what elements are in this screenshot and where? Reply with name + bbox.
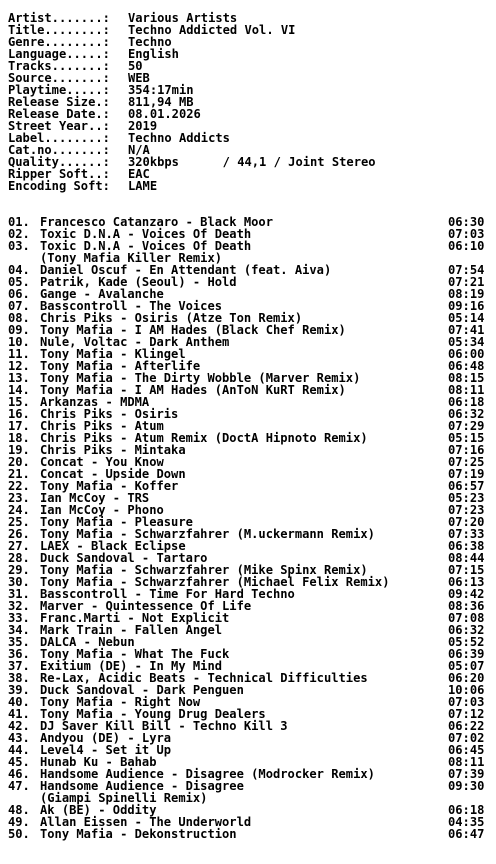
track-number: 11. [8, 347, 30, 361]
track-title: Tony Mafia - Dekonstruction [40, 827, 237, 841]
track-number: 22. [8, 479, 30, 493]
track-number: 45. [8, 755, 30, 769]
track-title: Chris Piks - Atum [40, 419, 164, 433]
track-duration: 06:57 [448, 479, 485, 493]
track-title: Allan Eissen - The Underworld [40, 815, 252, 829]
info-key: Release Date.: [8, 107, 110, 121]
track-duration: 07:12 [448, 707, 485, 721]
track-title: Toxic D.N.A - Voices Of Death [40, 239, 252, 253]
track-duration: 06:18 [448, 803, 485, 817]
track-title: Chris Piks - Mintaka [40, 443, 186, 457]
track-title: Nule, Voltac - Dark Anthem [40, 335, 230, 349]
info-value: 08.01.2026 [128, 107, 201, 121]
track-title: Handsome Audience - Disagree (Modrocker Remix) [40, 767, 375, 781]
track-duration: 06:00 [448, 347, 485, 361]
track-number: 35. [8, 635, 30, 649]
track-duration: 09:42 [448, 587, 485, 601]
track-row [8, 827, 485, 841]
track-number: 40. [8, 695, 30, 709]
track-title: Handsome Audience - Disagree [40, 779, 244, 793]
track-title: Duck Sandoval - Dark Penguen [40, 683, 244, 697]
track-title: Duck Sandoval - Tartaro [40, 551, 208, 565]
track-number: 09. [8, 323, 30, 337]
track-title: Tony Mafia - Schwarzfahrer (Michael Felix Remix) [40, 575, 390, 589]
info-key: Street Year..: [8, 119, 110, 133]
track-duration: 06:32 [448, 407, 485, 421]
track-duration: 06:18 [448, 395, 485, 409]
track-number: 30. [8, 575, 30, 589]
track-number: 32. [8, 599, 30, 613]
track-title: Daniel Oscuf - En Attendant (feat. Aiva) [40, 263, 332, 277]
info-key: Encoding Soft: [8, 179, 110, 193]
info-value: Techno [128, 35, 172, 49]
track-title: Tony Mafia - Schwarzfahrer (M.uckermann Remix) [40, 527, 375, 541]
info-key: Release Size.: [8, 95, 110, 109]
track-duration: 07:23 [448, 503, 485, 517]
track-number: 29. [8, 563, 30, 577]
track-title: Patrik, Kade (Seoul) - Hold [40, 275, 237, 289]
track-duration: 05:23 [448, 491, 485, 505]
track-title: Tony Mafia - Afterlife [40, 359, 201, 373]
track-number: 36. [8, 647, 30, 661]
track-number: 12. [8, 359, 30, 373]
track-number: 02. [8, 227, 30, 241]
track-title: Andyou (DE) - Lyra [40, 731, 172, 745]
track-duration: 09:16 [448, 299, 485, 313]
track-number: 18. [8, 431, 30, 445]
track-number: 24. [8, 503, 30, 517]
track-row [8, 779, 485, 793]
track-number: 13. [8, 371, 30, 385]
track-title-continuation: (Giampi Spinelli Remix) [40, 791, 208, 805]
info-key: Source.......: [8, 71, 110, 85]
track-title: Concat - You Know [40, 455, 164, 469]
track-duration: 06:30 [448, 215, 485, 229]
track-duration: 07:54 [448, 263, 485, 277]
track-duration: 08:44 [448, 551, 485, 565]
track-duration: 06:13 [448, 575, 485, 589]
track-duration: 09:30 [448, 779, 485, 793]
track-number: 44. [8, 743, 30, 757]
track-number: 47. [8, 779, 30, 793]
track-duration: 06:47 [448, 827, 485, 841]
track-number: 23. [8, 491, 30, 505]
track-number: 28. [8, 551, 30, 565]
track-duration: 07:03 [448, 695, 485, 709]
info-value: 811,94 MB [128, 95, 194, 109]
track-number: 01. [8, 215, 30, 229]
track-title: Marver - Quintessence Of Life [40, 599, 252, 613]
track-title: DJ Saver Kill Bill - Techno Kill 3 [40, 719, 288, 733]
track-title: Tony Mafia - What The Fuck [40, 647, 230, 661]
track-number: 42. [8, 719, 30, 733]
track-number: 37. [8, 659, 30, 673]
info-value: English [128, 47, 179, 61]
track-title: Franc.Marti - Not Explicit [40, 611, 230, 625]
track-title: Chris Piks - Osiris (Atze Ton Remix) [40, 311, 303, 325]
track-duration: 07:19 [448, 467, 485, 481]
track-title: Ian McCoy - TRS [40, 491, 150, 505]
track-duration: 07:15 [448, 563, 485, 577]
track-number: 04. [8, 263, 30, 277]
track-duration: 07:02 [448, 731, 485, 745]
info-key: Language.....: [8, 47, 110, 61]
info-key: Tracks.......: [8, 59, 110, 73]
track-title: Tony Mafia - I AM Hades (Black Chef Remix) [40, 323, 346, 337]
info-key: Ripper Soft..: [8, 167, 110, 181]
track-number: 25. [8, 515, 30, 529]
track-title: Tony Mafia - Schwarzfahrer (Mike Spinx Remix) [40, 563, 368, 577]
track-title: Chris Piks - Atum Remix (DoctA Hipnoto Remix) [40, 431, 368, 445]
track-duration: 05:07 [448, 659, 485, 673]
track-duration: 07:29 [448, 419, 485, 433]
info-value: Various Artists [128, 11, 238, 25]
track-number: 50. [8, 827, 30, 841]
track-number: 46. [8, 767, 30, 781]
track-duration: 07:39 [448, 767, 485, 781]
track-duration: 10:06 [448, 683, 485, 697]
track-duration: 07:20 [448, 515, 485, 529]
track-number: 15. [8, 395, 30, 409]
track-duration: 06:20 [448, 671, 485, 685]
track-duration: 07:21 [448, 275, 485, 289]
track-title: Basscontroll - The Voices [40, 299, 223, 313]
info-value: 50 [128, 59, 143, 73]
track-number: 26. [8, 527, 30, 541]
track-number: 43. [8, 731, 30, 745]
track-title: Re-Lax, Acidic Beats - Technical Difficulties [40, 671, 368, 685]
release-info [8, 12, 390, 192]
track-title: Level4 - Set it Up [40, 743, 172, 757]
track-number: 38. [8, 671, 30, 685]
track-title: Ak (BE) - Oddity [40, 803, 157, 817]
info-key: Genre........: [8, 35, 110, 49]
track-title: Hunab Ku - Bahab [40, 755, 157, 769]
info-value: Techno Addicts [128, 131, 230, 145]
nfo-document [8, 11, 485, 841]
track-number: 07. [8, 299, 30, 313]
track-duration: 06:10 [448, 239, 485, 253]
track-duration: 06:48 [448, 359, 485, 373]
track-number: 48. [8, 803, 30, 817]
track-title: Chris Piks - Osiris [40, 407, 179, 421]
track-title: Concat - Upside Down [40, 467, 186, 481]
info-key: Playtime.....: [8, 83, 110, 97]
info-value: 2019 [128, 119, 158, 133]
track-title: Exitium (DE) - In My Mind [40, 659, 223, 673]
track-title: DALCA - Nebun [40, 635, 135, 649]
track-number: 34. [8, 623, 30, 637]
track-number: 49. [8, 815, 30, 829]
track-number: 08. [8, 311, 30, 325]
track-duration: 07:03 [448, 227, 485, 241]
track-duration: 06:22 [448, 719, 485, 733]
track-duration: 04:35 [448, 815, 485, 829]
track-duration: 07:08 [448, 611, 485, 625]
track-duration: 06:39 [448, 647, 485, 661]
info-key: Quality......: [8, 155, 110, 169]
info-value: LAME [128, 179, 158, 193]
track-number: 10. [8, 335, 30, 349]
track-duration: 06:32 [448, 623, 485, 637]
track-duration: 05:15 [448, 431, 485, 445]
tracklist [8, 215, 485, 841]
track-duration: 07:41 [448, 323, 485, 337]
info-key: Title........: [8, 23, 110, 37]
track-duration: 08:11 [448, 383, 485, 397]
track-row [8, 239, 485, 253]
track-duration: 07:25 [448, 455, 485, 469]
track-duration: 05:14 [448, 311, 485, 325]
info-value: WEB [128, 71, 150, 85]
track-number: 03. [8, 239, 30, 253]
track-title: Tony Mafia - Koffer [40, 479, 179, 493]
track-duration: 06:45 [448, 743, 485, 757]
track-title: Francesco Catanzaro - Black Moor [40, 215, 273, 229]
track-title: Tony Mafia - Pleasure [40, 515, 193, 529]
track-duration: 08:15 [448, 371, 485, 385]
info-value: N/A [128, 143, 150, 157]
info-key: Label........: [8, 131, 110, 145]
track-number: 20. [8, 455, 30, 469]
info-value: Techno Addicted Vol. VI [128, 23, 296, 37]
track-number: 21. [8, 467, 30, 481]
track-number: 06. [8, 287, 30, 301]
track-title: LAEX - Black Eclipse [40, 539, 186, 553]
track-title: Mark Train - Fallen Angel [40, 623, 223, 637]
track-number: 41. [8, 707, 30, 721]
track-number: 27. [8, 539, 30, 553]
track-number: 39. [8, 683, 30, 697]
track-number: 17. [8, 419, 30, 433]
track-number: 05. [8, 275, 30, 289]
spacer [8, 192, 390, 216]
info-key: Cat.no.......: [8, 143, 110, 157]
info-value: 320kbps / 44,1 / Joint Stereo [128, 155, 376, 169]
track-title: Tony Mafia - Klingel [40, 347, 186, 361]
track-duration: 08:19 [448, 287, 485, 301]
info-row [8, 180, 390, 192]
track-title: Gange - Avalanche [40, 287, 164, 301]
track-title: Arkanzas - MDMA [40, 395, 150, 409]
track-duration: 08:36 [448, 599, 485, 613]
track-number: 33. [8, 611, 30, 625]
track-title-continuation: (Tony Mafia Killer Remix) [40, 251, 223, 265]
track-title: Tony Mafia - Young Drug Dealers [40, 707, 266, 721]
track-number: 16. [8, 407, 30, 421]
track-title: Ian McCoy - Phono [40, 503, 164, 517]
track-title: Toxic D.N.A - Voices Of Death [40, 227, 252, 241]
track-title: Tony Mafia - I AM Hades (AnToN KuRT Remix) [40, 383, 346, 397]
track-duration: 08:11 [448, 755, 485, 769]
track-number: 19. [8, 443, 30, 457]
track-duration: 05:34 [448, 335, 485, 349]
info-value: EAC [128, 167, 150, 181]
track-number: 31. [8, 587, 30, 601]
track-duration: 05:52 [448, 635, 485, 649]
track-number: 14. [8, 383, 30, 397]
track-title: Basscontroll - Time For Hard Techno [40, 587, 295, 601]
info-key: Artist.......: [8, 11, 110, 25]
track-title: Tony Mafia - Right Now [40, 695, 201, 709]
track-duration: 07:33 [448, 527, 485, 541]
info-value: 354:17min [128, 83, 194, 97]
track-duration: 07:16 [448, 443, 485, 457]
track-duration: 06:38 [448, 539, 485, 553]
track-title: Tony Mafia - The Dirty Wobble (Marver Remix) [40, 371, 361, 385]
